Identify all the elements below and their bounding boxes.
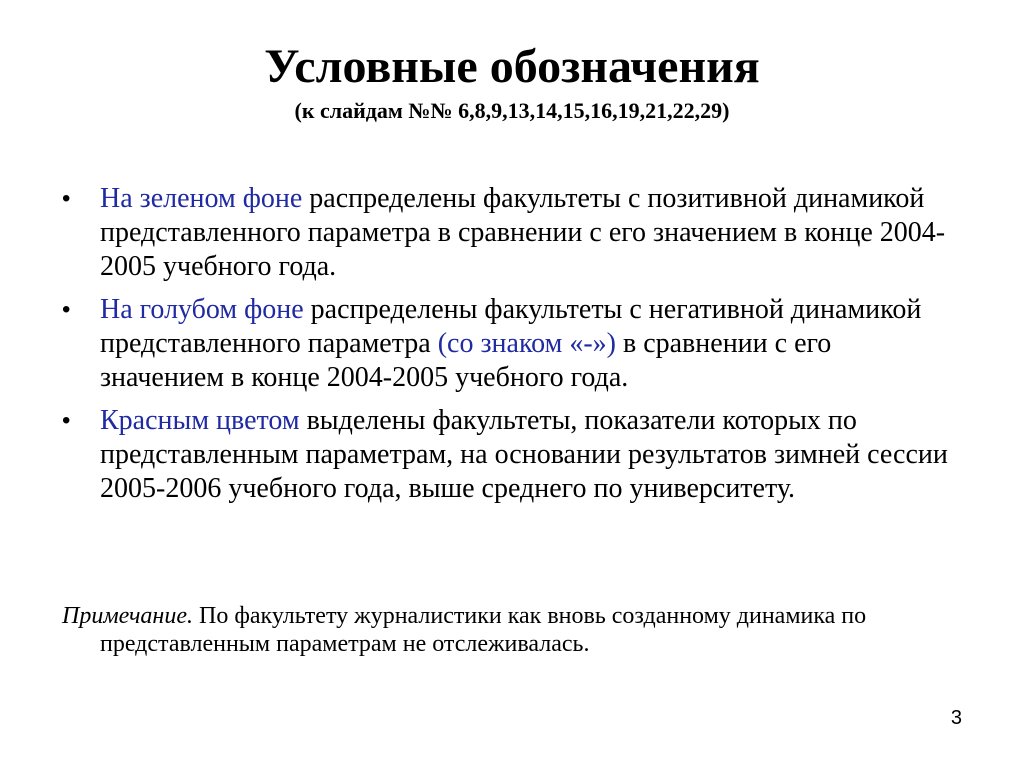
bullet-item-green <box>62 182 962 284</box>
bullet-item-red <box>62 404 962 506</box>
slide-title: Условные обозначения <box>264 40 760 93</box>
bullet-icon: • <box>62 185 71 212</box>
slide-subtitle: (к слайдам №№ 6,8,9,13,14,15,16,19,21,22,29) <box>294 98 730 123</box>
bullet-list <box>62 182 962 515</box>
bullet-highlight: На голубом фоне <box>100 294 304 325</box>
bullet-icon: • <box>62 296 71 323</box>
bullet-icon: • <box>62 407 71 434</box>
note <box>62 602 960 658</box>
note-label: Примечание. <box>62 603 193 629</box>
bullet-highlight: Красным цветом <box>100 405 300 436</box>
bullet-text: выделены факультеты, показатели которых по представленным параметрам, на основании результатов зимней сессии 2005-2006 учебного года, выше среднего по университету. <box>100 405 948 504</box>
note-text: По факультету журналистики как вновь созданному динамика по представленным параметрам не отслеживалась. <box>100 603 867 657</box>
bullet-highlight-sign: (со знаком «-») <box>437 328 616 359</box>
bullet-text: распределены факультеты с негативной динамикой представленного параметра <box>100 294 922 359</box>
bullet-text-end: в сравнении с его значением в конце 2004-2005 учебного года. <box>100 328 832 393</box>
bullet-highlight: На зеленом фоне <box>100 183 303 214</box>
bullet-text: распределены факультеты с позитивной динамикой представленного параметра в сравнении с его значением в конце 2004-2005 учебного года. <box>100 183 946 282</box>
page-number: 3 <box>950 707 962 729</box>
bullet-item-blue <box>62 293 962 395</box>
